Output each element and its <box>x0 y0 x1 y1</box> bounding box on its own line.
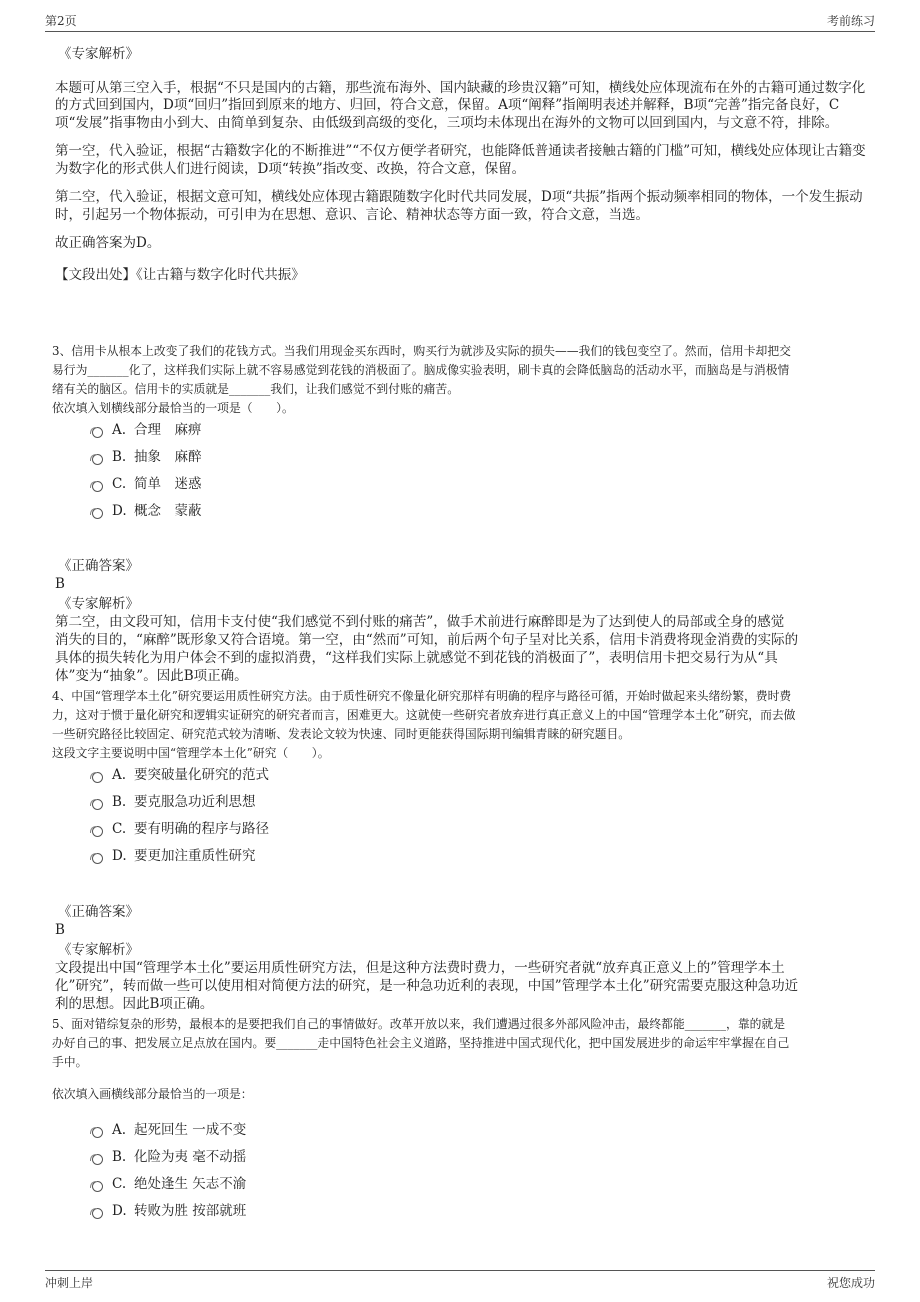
radio-icon[interactable] <box>92 1154 103 1165</box>
q4-stem-line3: 一些研究路径比较固定、研究范式较为清晰、发表论文较为快速、同时更能获得国际期刊编辑青睐的研究题目。 <box>52 727 631 741</box>
q2-source: 【文段出处】《让古籍与数字化时代共振》 <box>55 266 305 283</box>
q5-stem-line1: 5、面对错综复杂的形势，最根本的是要把我们自己的事情做好。改革开放以来，我们遭遇过很多外部风险冲击，最终都能_______，靠的就是 <box>52 1017 786 1031</box>
q4-analysis-line2: 化”研究”，转而做一些可以使用相对简便方法的研究，是一种急功近利的表现，中国”管理学本土化”研究需要克服这种急功近 <box>55 977 799 994</box>
q4-analysis-title: 《专家解析》 <box>58 941 139 958</box>
q2-analysis-para2: 第一空，代入验证，根据“古籍数字化的不断推进”“不仅方便学者研究，也能降低普通读者接触古籍的门槛”可知，横线处应体现让古籍变为数字化的形式供人们进行阅读，D项“转换”指改变、改换，符合文意，保留。 <box>55 143 866 177</box>
radio-icon[interactable] <box>92 481 103 492</box>
q3-answer: B <box>55 575 65 592</box>
q3-option-a[interactable]: A. 合理 麻痹 <box>92 420 202 440</box>
header-divider <box>45 31 875 32</box>
radio-icon[interactable] <box>92 826 103 837</box>
footer-left: 冲刺上岸 <box>45 1276 94 1290</box>
q4-option-d[interactable]: D. 要更加注重质性研究 <box>92 846 256 866</box>
radio-icon[interactable] <box>92 799 103 810</box>
header-label: 考前练习 <box>826 14 875 28</box>
q3-instruction: 依次填入划横线部分最恰当的一项是（ ）。 <box>52 401 294 415</box>
radio-icon[interactable] <box>92 772 103 783</box>
radio-icon[interactable] <box>92 508 103 519</box>
q2-analysis-para1: 本题可从第三空入手，根据“不只是国内的古籍，那些流布海外、国内缺藏的珍贵汉籍”可知，横线处应体现流布在外的古籍可通过数字化的方式回到国内，D项“回归”指回到原来的地方、归回，符合文意，保留。A项“阐释”指阐明表述并解释，B项“完善”指完备良好，C项“发展”指事物由小到大、由简单到复杂、由低级到高级的变化，三项均未体现出在海外的文物可以回到国内，与文意不符，排除。 <box>55 79 866 131</box>
q4-answer-title: 《正确答案》 <box>58 903 139 920</box>
q4-option-a[interactable]: A. 要突破量化研究的范式 <box>92 765 269 785</box>
q3-analysis-line2: 消失的目的，“麻醉”既形象又符合语境。第一空，由“然而”可知，前后两个句子呈对比关系，信用卡消费将现金消费的实际的 <box>55 631 799 648</box>
q3-option-b[interactable]: B. 抽象 麻醉 <box>92 447 202 467</box>
q3-analysis-line4: 体”变为“抽象”。因此B项正确。 <box>55 667 248 684</box>
q2-analysis <box>55 46 867 284</box>
q3-answer-title: 《正确答案》 <box>58 557 139 574</box>
radio-icon[interactable] <box>92 1208 103 1219</box>
q3-option-c[interactable]: C. 简单 迷惑 <box>92 474 202 494</box>
q2-analysis-title: 《专家解析》 <box>58 46 139 62</box>
q3-stem-line2: 易行为_______化了，这样我们实际上就不容易感觉到花钱的消极面了。脑成像实验表明，刷卡真的会降低脑岛的活动水平，而脑岛是与消极情 <box>52 363 790 377</box>
radio-icon[interactable] <box>92 1181 103 1192</box>
q5-option-c[interactable]: C. 绝处逢生 矢志不渝 <box>92 1174 246 1194</box>
q3-stem-line3: 绪有关的脑区。信用卡的实质就是_______我们，让我们感觉不到付账的痛苦。 <box>52 382 459 396</box>
q3-analysis-title: 《专家解析》 <box>58 595 139 612</box>
q5-option-a[interactable]: A. 起死回生 一成不变 <box>92 1120 246 1140</box>
q3-option-d[interactable]: D. 概念 蒙蔽 <box>92 501 202 521</box>
page-number: 第2页 <box>45 14 77 28</box>
q5-stem-line2: 办好自己的事、把发展立足点放在国内。要_______走中国特色社会主义道路，坚持推进中国式现代化，把中国发展进步的命运牢牢掌握在自己 <box>52 1036 790 1050</box>
q4-answer: B <box>55 921 65 938</box>
q3-analysis-line3: 具体的损失转化为用户体会不到的虚拟消费，“这样我们实际上就感觉不到花钱的消极面了”，表明信用卡把交易行为从“具 <box>55 649 778 666</box>
footer-right: 祝您成功 <box>826 1276 875 1290</box>
q4-stem-line2: 力，这对于惯于量化研究和逻辑实证研究的研究者而言，困难更大。这就使一些研究者放弃进行真正意义上的中国“管理学本土化”研究，而去做 <box>52 708 796 722</box>
q5-instruction: 依次填入画横线部分最恰当的一项是： <box>52 1087 253 1101</box>
q4-stem-line1: 4、中国“管理学本土化”研究要运用质性研究方法。由于质性研究不像量化研究那样有明确的程序与路径可循，开始时做起来头绪纷繁，费时费 <box>52 689 792 703</box>
q3-analysis-line1: 第二空，由文段可知，信用卡支付使“我们感觉不到付账的痛苦”，做手术前进行麻醉即是为了达到使人的局部或全身的感觉 <box>55 613 785 630</box>
q5-option-d[interactable]: D. 转败为胜 按部就班 <box>92 1201 246 1221</box>
q4-instruction: 这段文字主要说明中国“管理学本土化”研究（ ）。 <box>52 746 330 760</box>
footer-divider <box>45 1270 875 1271</box>
q4-analysis-line3: 利的思想。因此B项正确。 <box>55 995 214 1012</box>
radio-icon[interactable] <box>92 427 103 438</box>
q4-option-b[interactable]: B. 要克服急功近利思想 <box>92 792 256 812</box>
q3-stem-line1: 3、信用卡从根本上改变了我们的花钱方式。当我们用现金买东西时，购买行为就涉及实际的损失——我们的钱包变空了。然而，信用卡却把交 <box>52 344 791 358</box>
q5-option-b[interactable]: B. 化险为夷 毫不动摇 <box>92 1147 246 1167</box>
radio-icon[interactable] <box>92 1127 103 1138</box>
q4-analysis-line1: 文段提出中国“管理学本土化”要运用质性研究方法，但是这种方法费时费力，一些研究者就“放弃真正意义上的”管理学本土 <box>55 959 785 976</box>
q5-stem-line3: 手中。 <box>52 1055 88 1069</box>
radio-icon[interactable] <box>92 853 103 864</box>
page-header <box>45 12 875 30</box>
q2-analysis-para3: 第二空，代入验证，根据文意可知，横线处应体现古籍跟随数字化时代共同发展，D项“共振”指两个振动频率相同的物体，一个发生振动时，引起另一个物体振动，可引申为在思想、意识、言论、精神状态等方面一致，符合文意，当选。 <box>55 189 863 223</box>
q4-option-c[interactable]: C. 要有明确的程序与路径 <box>92 819 269 839</box>
q2-conclusion: 故正确答案为D。 <box>55 235 161 251</box>
radio-icon[interactable] <box>92 454 103 465</box>
